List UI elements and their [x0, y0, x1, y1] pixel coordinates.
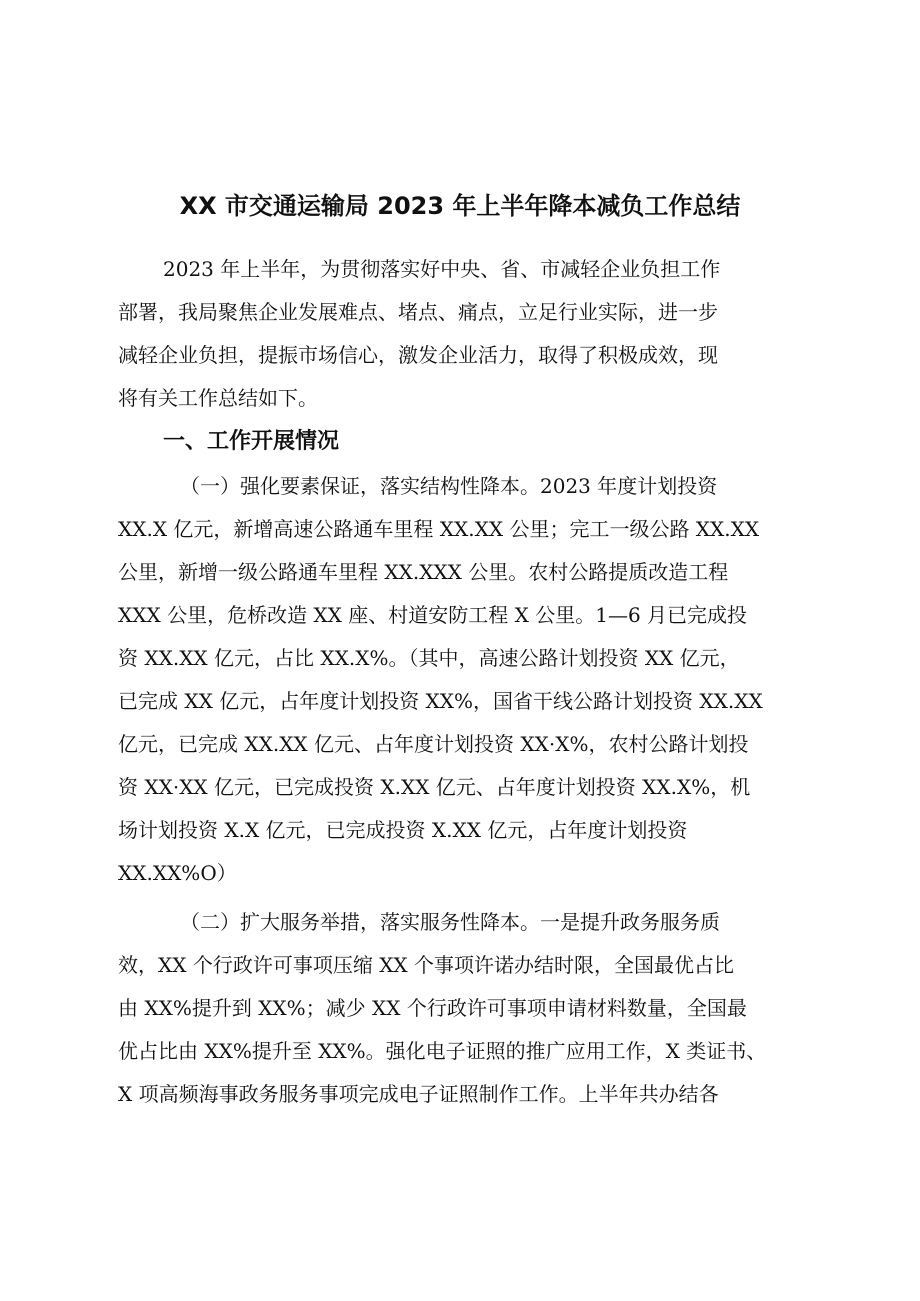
intro-line-2: 部署，我局聚焦企业发展难点、堵点、痛点，立足行业实际，进一步 — [118, 300, 718, 324]
para1-line-10: XX.XX%O） — [118, 861, 237, 885]
para1-line-7: 亿元，已完成 XX.XX 亿元、占年度计划投资 XX·X%，农村公路计划投 — [118, 732, 749, 756]
para2-line-3: 由 XX%提升到 XX%；减少 XX 个行政许可事项申请材料数量，全国最 — [118, 996, 747, 1020]
section-heading: 一、工作开展情况 — [163, 429, 340, 454]
para1-line-6: 已完成 XX 亿元，占年度计划投资 XX%，国省干线公路计划投资 XX.XX — [118, 689, 763, 713]
para2-line-2: 效，XX 个行政许可事项压缩 XX 个事项许诺办结时限，全国最优占比 — [118, 953, 735, 977]
intro-line-3: 减轻企业负担，提振市场信心，激发企业活力，取得了积极成效，现 — [118, 343, 718, 367]
intro-line-1: 2023 年上半年，为贯彻落实好中央、省、市减轻企业负担工作 — [163, 257, 721, 281]
document-title: XX 市交通运输局 2023 年上半年降本减负工作总结 — [179, 192, 741, 220]
para1-line-5: 资 XX.XX 亿元，占比 XX.X%。（其中，高速公路计划投资 XX 亿元， — [118, 646, 740, 670]
para1-line-2: XX.X 亿元，新增高速公路通车里程 XX.XX 公里；完工一级公路 XX.XX — [118, 517, 760, 541]
para2-line-5: X 项高频海事政务服务事项完成电子证照制作工作。上半年共办结各 — [118, 1082, 719, 1106]
intro-line-4: 将有关工作总结如下。 — [118, 386, 318, 410]
para2-line-1: （二）扩大服务举措，落实服务性降本。一是提升政务服务质 — [180, 910, 720, 934]
para1-line-3: 公里，新增一级公路通车里程 XX.XXX 公里。农村公路提质改造工程 — [118, 560, 729, 584]
para1-line-4: XXX 公里，危桥改造 XX 座、村道安防工程 X 公里。1—6 月已完成投 — [118, 603, 748, 627]
para2-line-4: 优占比由 XX%提升至 XX%。强化电子证照的推广应用工作，X 类证书、 — [118, 1039, 767, 1063]
para1-line-9: 场计划投资 X.X 亿元，已完成投资 X.XX 亿元，占年度计划投资 — [118, 818, 688, 842]
para1-line-1: （一）强化要素保证，落实结构性降本。2023 年度计划投资 — [180, 474, 718, 498]
para1-line-8: 资 XX·XX 亿元，已完成投资 X.XX 亿元、占年度计划投资 XX.X%，机 — [118, 775, 751, 799]
